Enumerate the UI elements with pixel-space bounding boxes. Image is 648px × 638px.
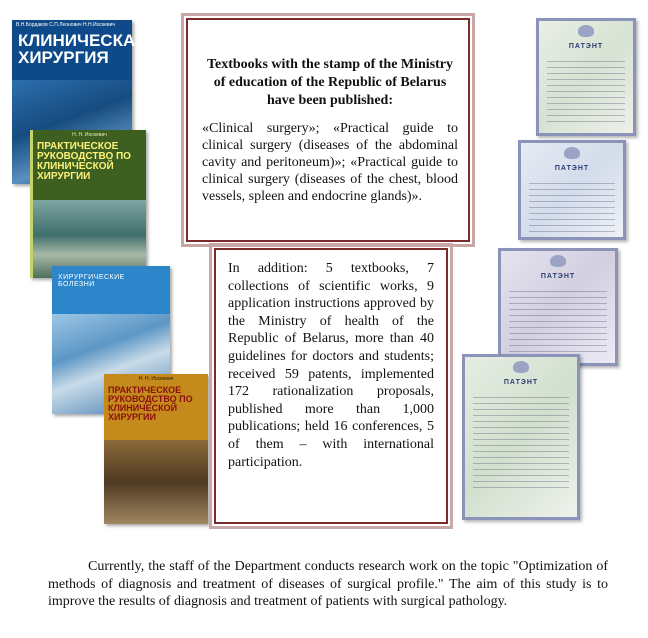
textbooks-heading: Textbooks with the stamp of the Ministry of education of the Republic of Belarus have been published: [206,57,454,108]
book-cover-practical-guide-2 [104,374,208,524]
addition-text: In addition: 5 textbooks, 7 collections of scientific works, 9 application instructions approved by the Ministry of health of the Republic of Belarus, more than 40 guidelines for doctors and students; received 59 patents, implemented 172 rationalization proposals, published more than 1,000 publications; held 16 conferences, 5 of them – with international participation. [228,261,434,470]
emblem-icon [564,147,580,159]
patent-certificate [462,354,580,520]
patent-text-lines [473,392,569,488]
patent-title: ПАТЭНТ [554,165,590,172]
book-authors: Н. Н. Иоскевич [72,132,107,138]
emblem-icon [550,255,566,267]
patent-title: ПАТЭНТ [540,273,576,280]
textbooks-box [186,18,470,242]
book-authors: Н. Н. Иоскевич [138,376,174,382]
patent-certificate [498,248,618,366]
emblem-icon [513,361,529,373]
book-title: ПРАКТИЧЕСКОЕ РУКОВОДСТВО ПО КЛИНИЧЕСКОЙ ХИРУРГИИ [108,385,193,422]
patent-title: ПАТЭНТ [503,379,539,386]
book-title: ХИРУРГИЧЕСКИЕ БОЛЕЗНИ [58,274,125,288]
research-paragraph: Currently, the staff of the Department conducts research work on the topic "Optimization of methods of diagnosis and treatment of diseases of surgical profile." The aim of this study is to improve the results of diagnosis and treatment of patients with surgical pathology. [48,559,608,609]
patent-text-lines [547,56,625,123]
book-cover-practical-guide-1 [30,130,146,278]
book-title: ПРАКТИЧЕСКОЕ РУКОВОДСТВО ПО КЛИНИЧЕСКОЙ ХИРУРГИИ [37,141,131,182]
textbooks-list: «Clinical surgery»; «Practical guide to clinical surgery (diseases of the abdominal cavity and peritoneum)»; «Practical guide to clinical surgery (diseases of the chest, blood vessels, spleen and endocrine glands)». [202,121,458,204]
book-title: КЛИНИЧЕСКАЯ ХИРУРГИЯ [18,31,148,67]
addition-box [214,248,448,524]
book-authors: В.Н.Бордаков С.П.Леонович Н.Н.Иоскевич [16,22,115,28]
emblem-icon [578,25,594,37]
book-cover-image [104,440,208,524]
patent-text-lines [529,178,615,234]
patent-title: ПАТЭНТ [568,43,604,50]
patent-certificate [518,140,626,240]
patent-text-lines [509,286,607,353]
patent-certificate [536,18,636,136]
